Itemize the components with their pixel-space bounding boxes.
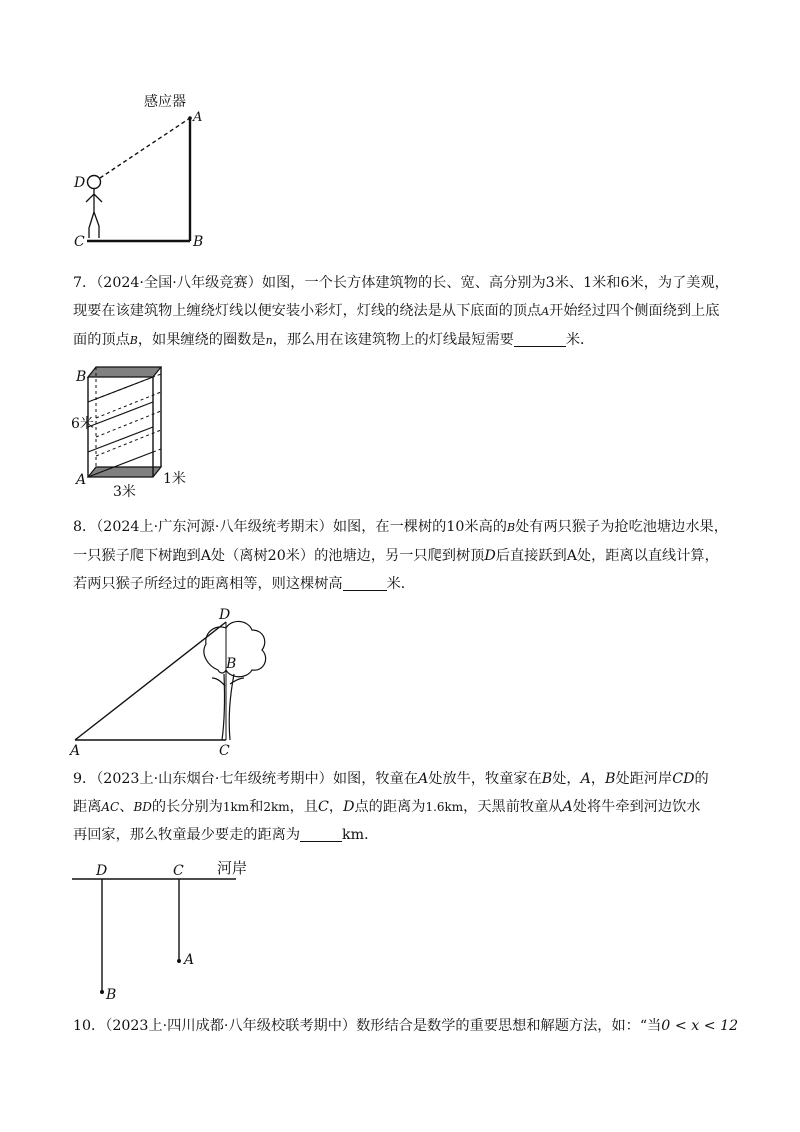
q8-line-1: 8．（2024上·广东河源·八年级统考期末）如图，在一棵树的10米高的B处有两只猴子为抢吃池塘边水果， [73, 519, 728, 535]
figure-river [66, 856, 266, 1006]
river-bank-label: 河岸 [217, 859, 248, 877]
question-9 [73, 765, 733, 849]
river-d-label: D [96, 863, 108, 879]
q7-line-1: 7．（2024·全国·八年级竞赛）如图，一个长方体建筑物的长、宽、高分别为3米、1米和6米，为了美观， [73, 275, 729, 291]
tree-a-label: A [70, 743, 81, 756]
q9-line-1: 9．（2023上·山东烟台·七年级统考期中）如图，牧童在A处放牛，牧童家在B处，A，B处距河岸CD的 [73, 771, 709, 787]
tree-b-label: B [226, 656, 237, 672]
q7-line-2: 现要在该建筑物上缠绕灯线以便安装小彩灯，灯线的绕法是从下底面的顶点A开始经过四个侧面绕到上底 [73, 303, 720, 319]
cuboid-height-label: 6米 [71, 416, 94, 432]
point-a-dot [177, 959, 181, 963]
tree-c-label: C [219, 743, 230, 756]
q8-line-2: 一只猴子爬下树跑到A处（离树20米）的池塘边，另一只爬到树顶D后直接跃到A处，距离以直线计算， [73, 548, 719, 564]
q9-line-2: 距离AC、BD的长分别为1km和2km，且C，D点的距离为1.6km，天黑前牧童从A处将牛牵到河边饮水 [73, 799, 701, 815]
river-b-label: B [106, 987, 117, 1003]
river-a-label: A [184, 952, 195, 968]
person-body [86, 188, 102, 238]
point-d-label: D [74, 175, 86, 191]
cuboid-a-label: A [76, 472, 87, 488]
q9-line-3: 再回家，那么牧童最少要走的距离为 km． [73, 827, 379, 843]
river-c-label: C [173, 863, 184, 879]
point-b-dot [100, 990, 104, 994]
tree-d-label: D [219, 608, 231, 623]
sight-line-da [100, 118, 190, 178]
cuboid-top-face [88, 367, 161, 377]
cuboid-b-label: B [76, 369, 87, 385]
cuboid-length-label: 3米 [113, 484, 136, 500]
question-8 [73, 513, 733, 598]
point-c-label: C [74, 234, 85, 250]
q8-line-3: 若两只猴子所经过的距离相等，则这棵树高 米． [73, 576, 415, 592]
q7-answer-blank[interactable] [514, 330, 566, 347]
point-b-label: B [193, 234, 204, 250]
question-10 [73, 1012, 739, 1040]
figure-sensor [60, 88, 220, 258]
figure-cuboid [62, 358, 202, 503]
hypotenuse-ad [75, 622, 226, 740]
figure-tree [68, 608, 278, 756]
point-a-label: A [193, 110, 203, 125]
question-7 [73, 269, 733, 355]
sensor-label: 感应器 [144, 94, 186, 110]
person-head [88, 176, 101, 189]
tree-trunk [212, 674, 244, 740]
cuboid-bottom-face [88, 467, 161, 477]
q7-line-3: 面的顶点B，如果缠绕的圈数是n，那么用在该建筑物上的灯线最短需要 米． [73, 332, 595, 348]
q8-answer-blank[interactable] [343, 574, 387, 591]
sensor-point-a [188, 116, 192, 120]
q9-answer-blank[interactable] [300, 825, 342, 842]
cuboid-width-label: 1米 [163, 471, 186, 487]
q10-line-1: 10．（2023上·四川成都·八年级校联考期中）数形结合是数学的重要思想和解题方法，如：“当0 < x < 12 [73, 1018, 739, 1034]
